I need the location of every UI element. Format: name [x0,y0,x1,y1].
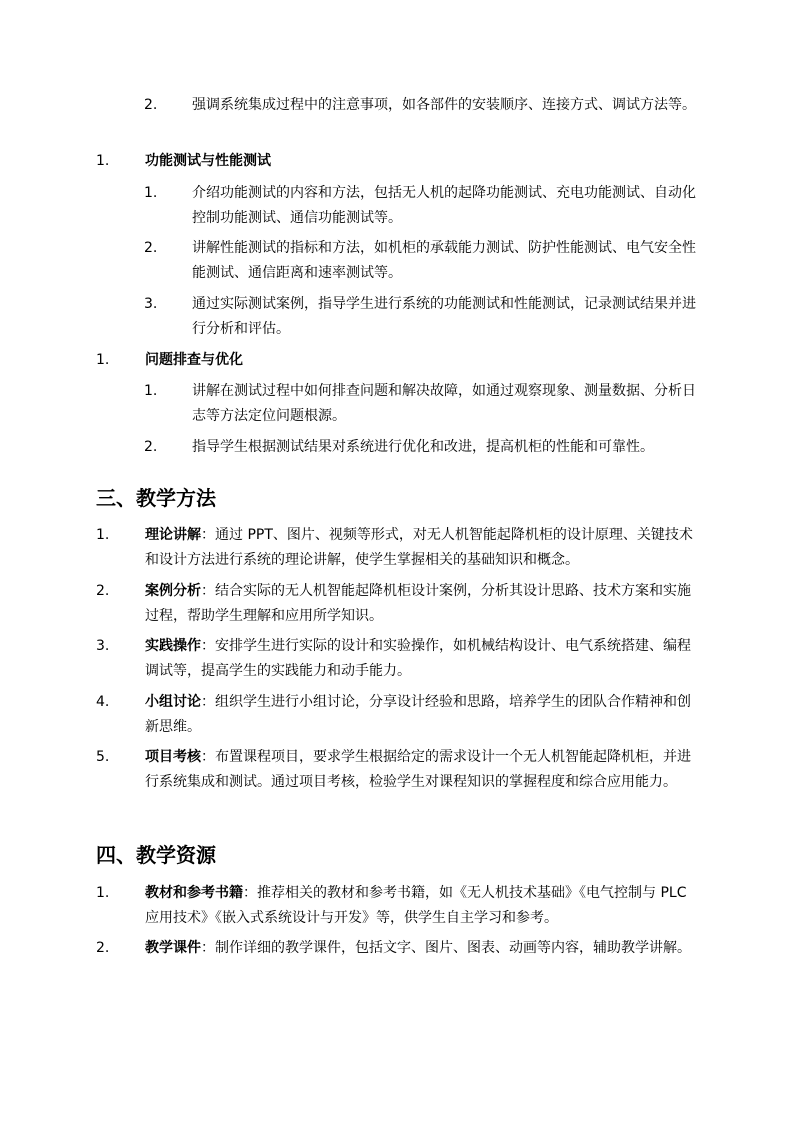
item-label: 教学课件 [145,940,201,956]
list-text: 介绍功能测试的内容和方法，包括无人机的起降功能测试、充电功能测试、自动化控制功能测试、通信功能测试等。 [192,185,696,226]
list-text [145,745,697,795]
item-body: ：制作详细的教学课件，包括文字、图片、图表、动画等内容，辅助教学讲解。 [201,940,691,956]
item-body: ：布置课程项目，要求学生根据给定的需求设计一个无人机智能起降机柜，并进行系统集成和测试。通过项目考核，检验学生对课程知识的掌握程度和综合应用能力。 [145,749,691,790]
item-label: 案例分析 [145,583,201,599]
list-number: 3. [96,638,110,654]
list-number: 1. [96,352,110,368]
list-text: 讲解在测试过程中如何排查问题和解决故障，如通过观察现象、测量数据、分析日志等方法定位问题根源。 [192,383,696,424]
item-label: 教材和参考书籍 [145,885,243,901]
list-number: 1. [96,527,110,543]
section-heading: 四、教学资源 [96,843,216,867]
list-number: 2. [96,940,110,956]
list-number: 1. [96,153,110,169]
item-body: ：组织学生进行小组讨论，分享设计经验和思路，培养学生的团队合作精神和创新思维。 [145,694,691,735]
item-label: 理论讲解 [145,527,201,543]
item-label: 小组讨论 [145,694,201,710]
subsection-title: 功能测试与性能测试 [145,153,271,169]
list-number: 4. [96,694,110,710]
list-text [145,634,697,684]
list-number: 5. [96,749,110,765]
item-body: ：安排学生进行实际的设计和实验操作，如机械结构设计、电气系统搭建、编程调试等，提高学生的实践能力和动手能力。 [145,638,691,679]
item-label: 项目考核 [145,749,201,765]
list-text: 指导学生根据测试结果对系统进行优化和改进，提高机柜的性能和可靠性。 [192,439,654,455]
list-number: 1. [96,885,110,901]
list-number: 2. [96,583,110,599]
item-body: ：通过 PPT、图片、视频等形式，对无人机智能起降机柜的设计原理、关键技术和设计方法进行系统的理论讲解，使学生掌握相关的基础知识和概念。 [145,527,693,568]
list-text [145,523,697,573]
list-number: 3. [144,296,158,312]
list-text: 讲解性能测试的指标和方法，如机柜的承载能力测试、防护性能测试、电气安全性能测试、通信距离和速率测试等。 [192,240,696,281]
list-text [145,579,697,629]
list-number: 2. [144,97,158,113]
list-number: 2. [144,439,158,455]
list-text [145,881,697,931]
list-text [145,936,697,961]
section-heading: 三、教学方法 [96,486,216,510]
list-number: 1. [144,185,158,201]
list-text: 强调系统集成过程中的注意事项，如各部件的安装顺序、连接方式、调试方法等。 [192,97,696,113]
item-body: ：推荐相关的教材和参考书籍，如《无人机技术基础》《电气控制与 PLC 应用技术》《嵌入式系统设计与开发》等，供学生自主学习和参考。 [145,885,687,926]
list-number: 1. [144,383,158,399]
item-body: ：结合实际的无人机智能起降机柜设计案例，分析其设计思路、技术方案和实施过程，帮助学生理解和应用所学知识。 [145,583,691,624]
list-number: 2. [144,240,158,256]
list-text: 通过实际测试案例，指导学生进行系统的功能测试和性能测试，记录测试结果并进行分析和评估。 [192,296,696,337]
subsection-title: 问题排查与优化 [145,352,243,368]
item-label: 实践操作 [145,638,201,654]
list-text [145,690,697,740]
